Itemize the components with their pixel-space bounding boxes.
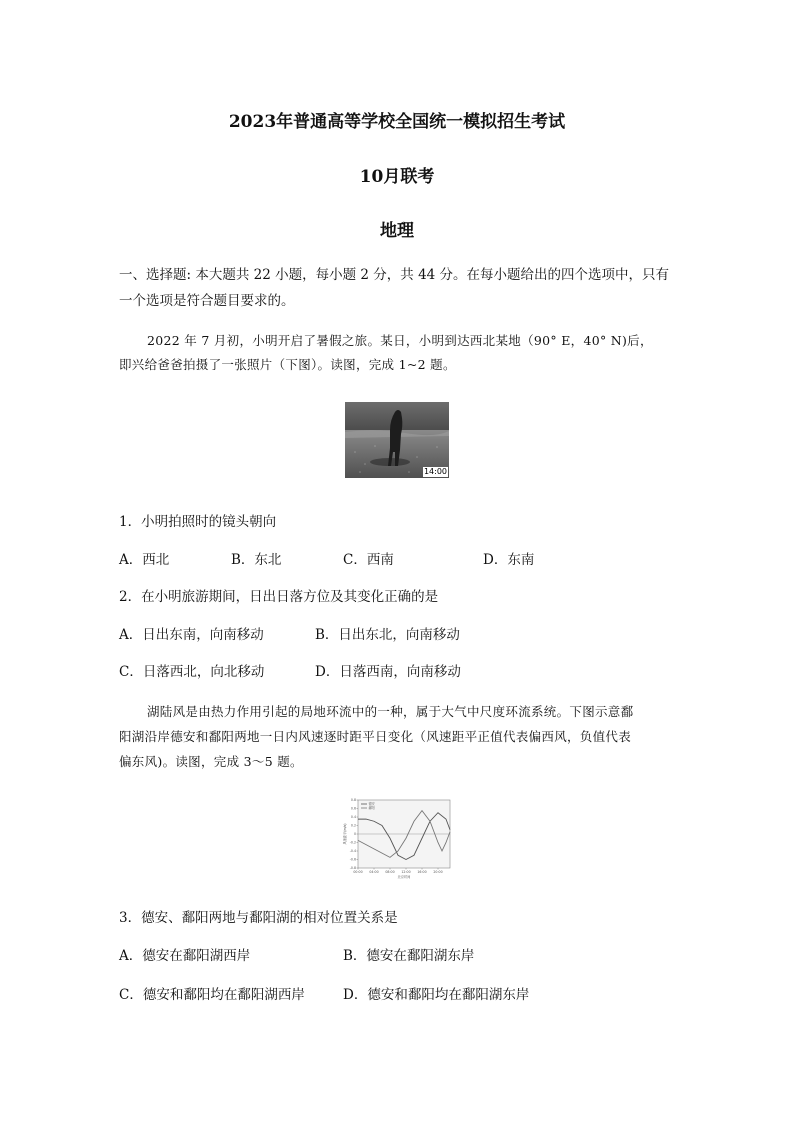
chart-svg bbox=[340, 792, 464, 880]
question-1-option-b[interactable]: B．东北 bbox=[231, 552, 282, 568]
passage2-line2: 阳湖沿岸德安和鄱阳两地一日内风速逐时距平日变化（风速距平正值代表偏西风，负值代表 bbox=[119, 729, 632, 744]
question-1-option-d[interactable]: D．东南 bbox=[483, 552, 535, 568]
question-3-option-a[interactable]: A．德安在鄱阳湖西岸 bbox=[119, 948, 251, 964]
legend-label: 德安 bbox=[368, 802, 375, 807]
question-1-option-c[interactable]: C．西南 bbox=[343, 552, 394, 568]
exam-subtitle: 10月联考 bbox=[359, 167, 435, 187]
y-tick-label: -0.2 bbox=[349, 840, 356, 845]
question-3-option-b[interactable]: B．德安在鄱阳湖东岸 bbox=[343, 948, 475, 964]
y-axis-label: 风速距平(m/s) bbox=[343, 823, 347, 845]
question-2-option-b[interactable]: B．日出东北，向南移动 bbox=[315, 627, 460, 643]
x-tick-label: 12:00 bbox=[401, 870, 411, 874]
x-axis-label: 北京时间 bbox=[397, 875, 411, 879]
y-tick-label: -0.6 bbox=[349, 857, 356, 862]
exam-title: 2023年普通高等学校全国统一模拟招生考试 bbox=[228, 112, 566, 132]
passage2-line1: 湖陆风是由热力作用引起的局地环流中的一种，属于大气中尺度环流系统。下图示意鄱 bbox=[147, 704, 634, 719]
y-tick-label: 0 bbox=[353, 832, 356, 837]
y-tick-label: 0.6 bbox=[350, 806, 356, 811]
question-3-option-c[interactable]: C．德安和鄱阳均在鄱阳湖西岸 bbox=[119, 987, 305, 1003]
section-instructions-line2: 一个选项是符合题目要求的。 bbox=[119, 293, 295, 309]
y-tick-label: -0.4 bbox=[349, 849, 356, 854]
x-tick-label: 16:00 bbox=[417, 870, 427, 874]
photo-of-father bbox=[345, 402, 449, 478]
subject-title: 地理 bbox=[380, 221, 414, 241]
question-1-stem: 1．小明拍照时的镜头朝向 bbox=[119, 514, 277, 530]
passage1-line1: 2022 年 7 月初，小明开启了暑假之旅。某日，小明到达西北某地（90° E，40° N)后， bbox=[147, 333, 653, 348]
passage1-line2: 即兴给爸爸拍摄了一张照片（下图）。读图，完成 1~2 题。 bbox=[119, 357, 456, 372]
y-tick-label: -0.8 bbox=[349, 866, 356, 871]
question-2-option-a[interactable]: A．日出东南，向南移动 bbox=[119, 627, 264, 643]
question-2-option-c[interactable]: C．日落西北，向北移动 bbox=[119, 664, 265, 680]
wind-speed-anomaly-chart bbox=[340, 792, 464, 880]
question-3-stem: 3．德安、鄱阳两地与鄱阳湖的相对位置关系是 bbox=[119, 910, 398, 926]
question-3-option-d[interactable]: D．德安和鄱阳均在鄱阳湖东岸 bbox=[343, 987, 530, 1003]
x-tick-label: 04:00 bbox=[369, 870, 379, 874]
x-tick-label: 20:00 bbox=[433, 870, 443, 874]
question-2-stem: 2．在小明旅游期间，日出日落方位及其变化正确的是 bbox=[119, 589, 439, 605]
y-tick-label: 0.2 bbox=[350, 823, 356, 828]
photo-timestamp: 14:00 bbox=[423, 467, 447, 476]
y-tick-label: 0.8 bbox=[350, 798, 356, 803]
question-2-option-d[interactable]: D．日落西南，向南移动 bbox=[315, 664, 461, 680]
passage2-line3: 偏东风)。读图，完成 3～5 题。 bbox=[119, 754, 303, 769]
x-tick-label: 08:00 bbox=[385, 870, 395, 874]
question-1-option-a[interactable]: A．西北 bbox=[119, 552, 170, 568]
legend-label: 鄱阳 bbox=[368, 806, 375, 811]
y-tick-label: 0.4 bbox=[350, 815, 356, 820]
x-tick-label: 00:00 bbox=[353, 870, 363, 874]
section-instructions-line1: 一、选择题: 本大题共 22 小题，每小题 2 分，共 44 分。在每小题给出的四个选项中，只有 bbox=[119, 267, 670, 283]
